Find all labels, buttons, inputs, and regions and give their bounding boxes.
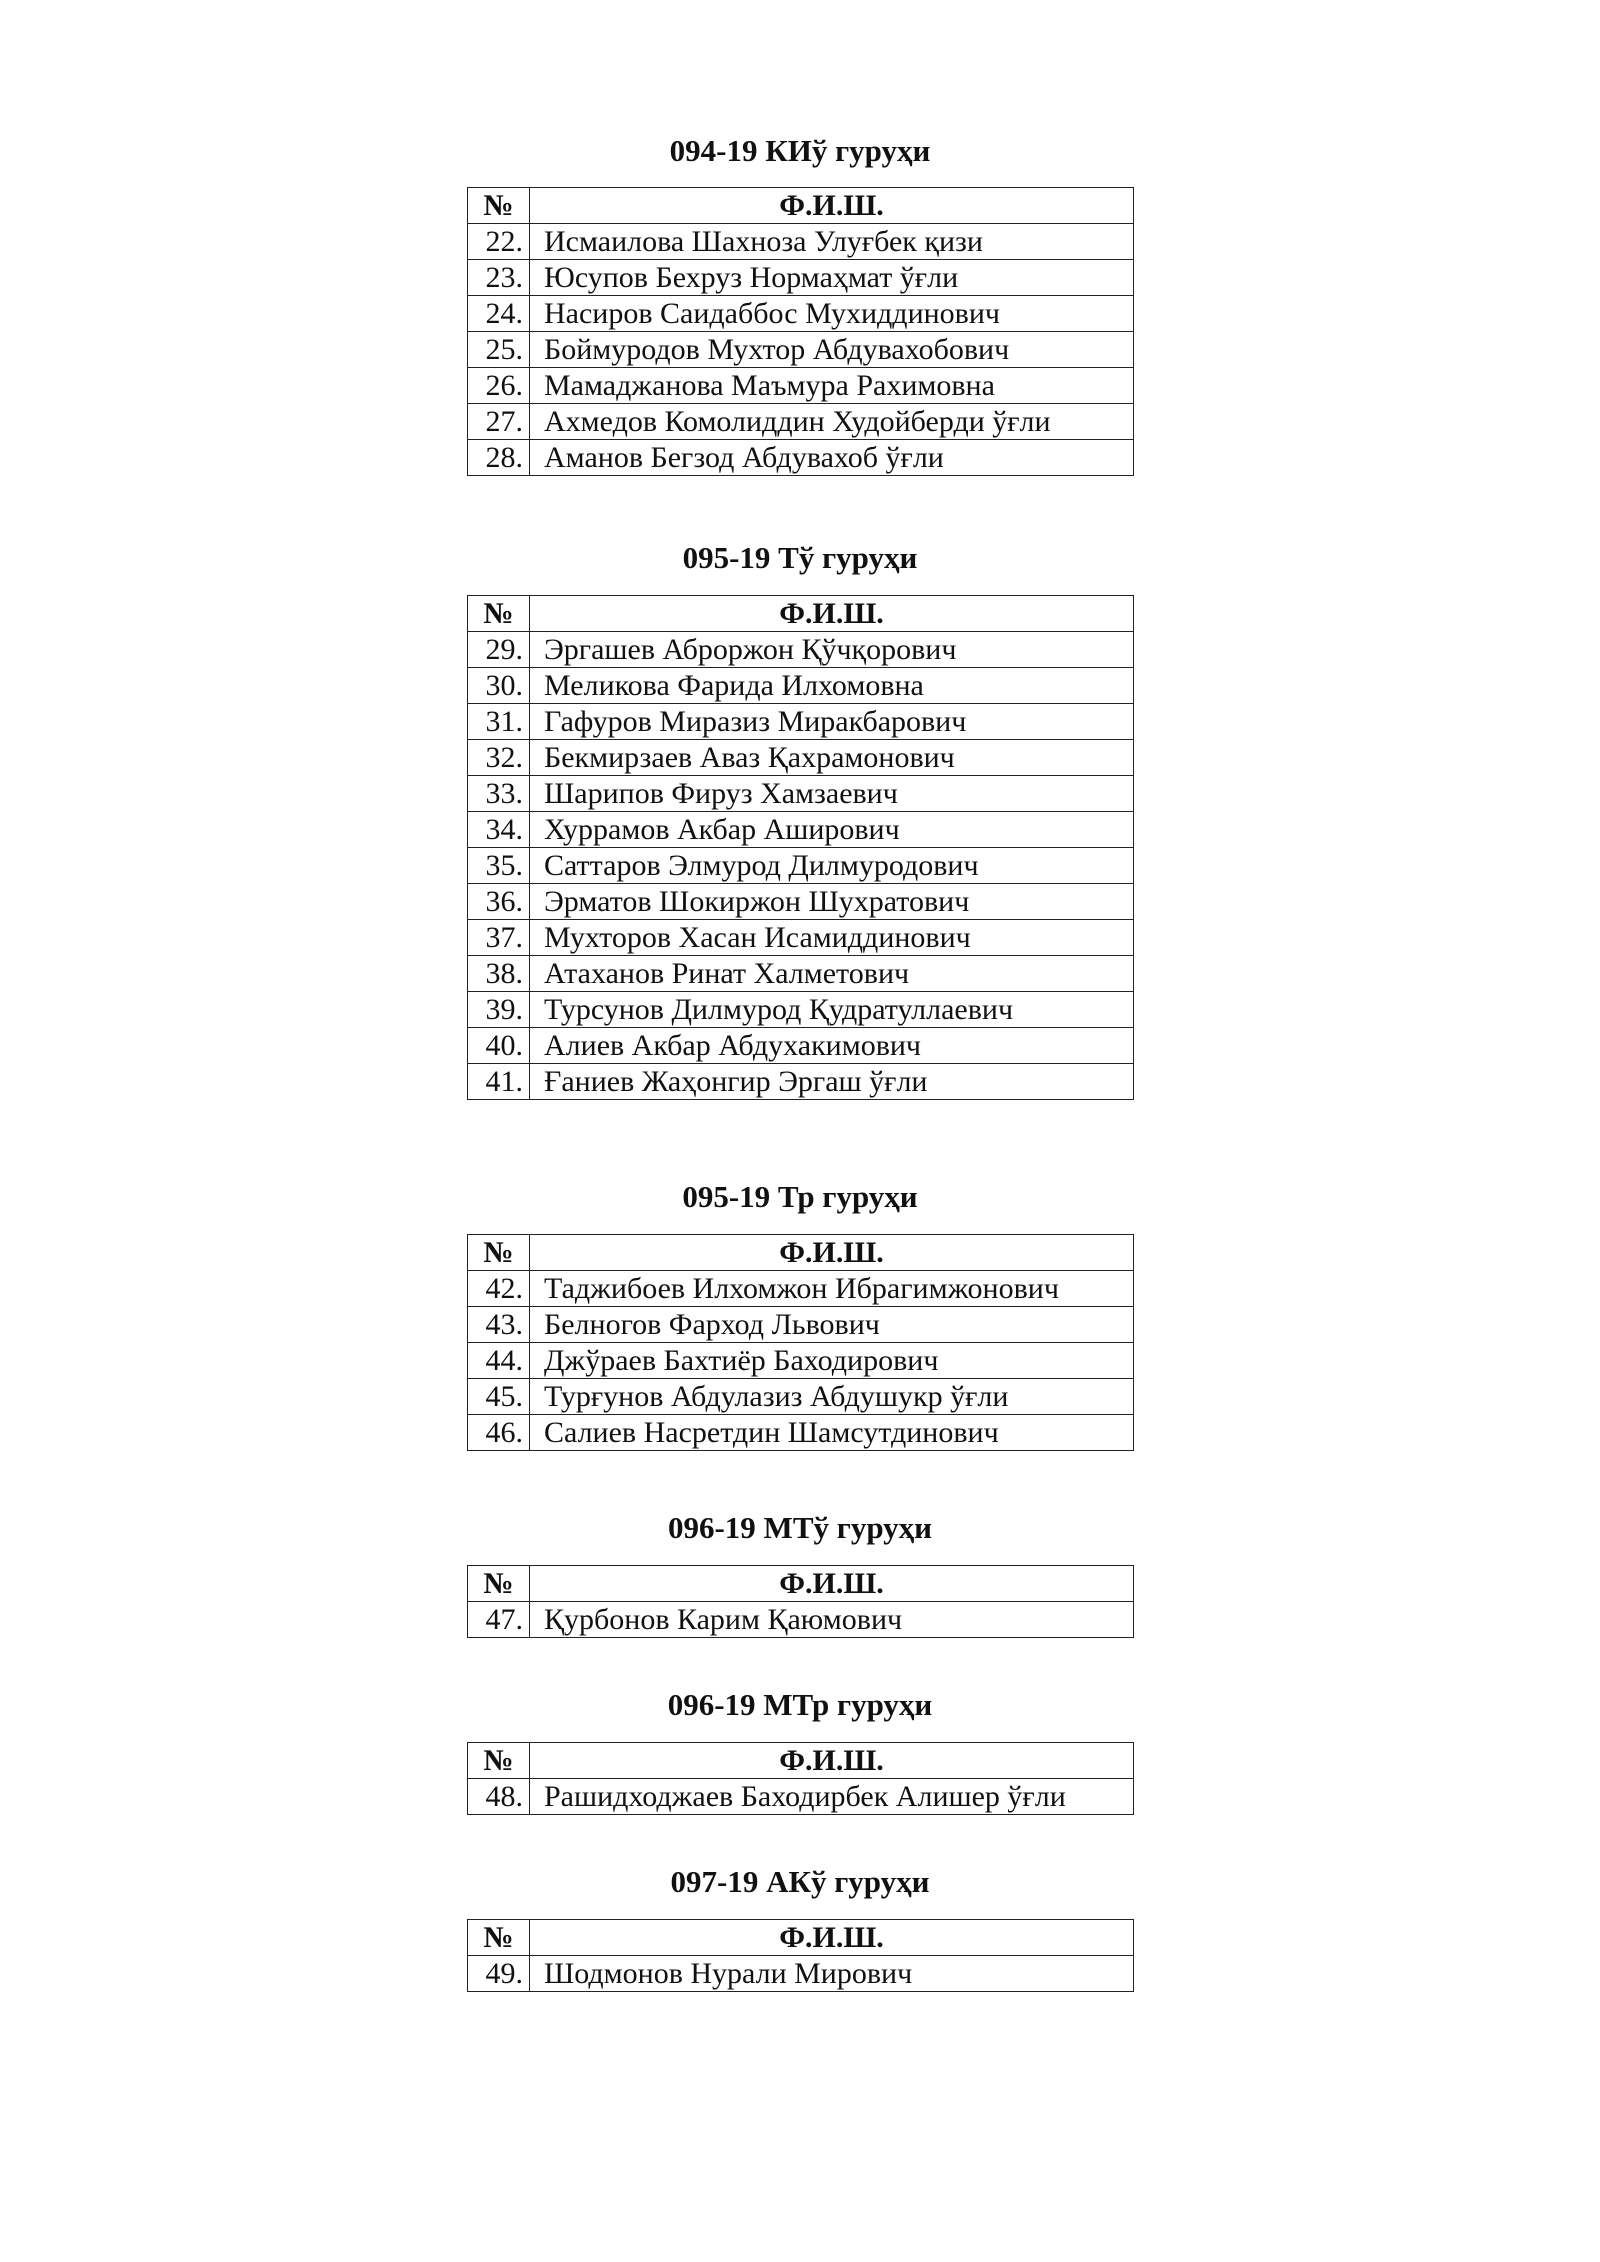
group-table-095-tr: [467, 1234, 1134, 1451]
group-table-096-mtr: [467, 1742, 1134, 1815]
student-name: Бекмирзаев Аваз Қахрамонович: [530, 740, 1134, 776]
column-header-name: Ф.И.Ш.: [530, 596, 1134, 632]
table-header-row: [468, 1235, 1134, 1271]
student-name: Ғаниев Жаҳонгир Эргаш ўғли: [530, 1064, 1134, 1100]
group-title-096-mtr: 096-19 МТр гуруҳи: [667, 1687, 933, 1722]
table-row: [468, 368, 1134, 404]
group-title-094-kiu: 094-19 КИў гуруҳи: [669, 133, 931, 168]
table-row: [468, 704, 1134, 740]
row-number: 43.: [468, 1307, 530, 1343]
column-header-number: №: [468, 1920, 530, 1956]
student-name: Ахмедов Комолиддин Худойберди ўғли: [530, 404, 1134, 440]
table-row: [468, 956, 1134, 992]
student-name: Саттаров Элмурод Дилмуродович: [530, 848, 1134, 884]
table-row: [468, 224, 1134, 260]
student-name: Джўраев Бахтиёр Баходирович: [530, 1343, 1134, 1379]
student-name: Гафуров Миразиз Миракбарович: [530, 704, 1134, 740]
student-name: Эргашев Аброржон Қўчқорович: [530, 632, 1134, 668]
student-name: Насиров Саидаббос Мухиддинович: [530, 296, 1134, 332]
student-name: Юсупов Бехруз Нормаҳмат ўғли: [530, 260, 1134, 296]
student-name: Шодмонов Нурали Мирович: [530, 1956, 1134, 1992]
student-name: Исмаилова Шахноза Улуғбек қизи: [530, 224, 1134, 260]
table-header-row: [468, 1743, 1134, 1779]
table-row: [468, 332, 1134, 368]
student-name: Шарипов Фируз Хамзаевич: [530, 776, 1134, 812]
student-name: Атаханов Ринат Халметович: [530, 956, 1134, 992]
column-header-number: №: [468, 1743, 530, 1779]
row-number: 28.: [468, 440, 530, 476]
table-row: [468, 296, 1134, 332]
group-table-096-mtu: [467, 1565, 1134, 1638]
row-number: 38.: [468, 956, 530, 992]
table-row: [468, 884, 1134, 920]
row-number: 23.: [468, 260, 530, 296]
group-title-095-tu: 095-19 Тў гуруҳи: [682, 540, 918, 575]
student-name: Турғунов Абдулазиз Абдушукр ўғли: [530, 1379, 1134, 1415]
column-header-name: Ф.И.Ш.: [530, 188, 1134, 224]
row-number: 26.: [468, 368, 530, 404]
row-number: 48.: [468, 1779, 530, 1815]
table-row: [468, 1271, 1134, 1307]
group-title-097-aku: 097-19 АКў гуруҳи: [670, 1864, 930, 1899]
table-row: [468, 1379, 1134, 1415]
column-header-number: №: [468, 1566, 530, 1602]
row-number: 25.: [468, 332, 530, 368]
row-number: 41.: [468, 1064, 530, 1100]
row-number: 46.: [468, 1415, 530, 1451]
student-name: Боймуродов Мухтор Абдувахобович: [530, 332, 1134, 368]
group-title-095-tr: 095-19 Тр гуруҳи: [682, 1179, 918, 1214]
table-row: [468, 632, 1134, 668]
row-number: 35.: [468, 848, 530, 884]
table-row: [468, 740, 1134, 776]
table-header-row: [468, 1920, 1134, 1956]
student-name: Турсунов Дилмурод Қудратуллаевич: [530, 992, 1134, 1028]
table-row: [468, 812, 1134, 848]
column-header-name: Ф.И.Ш.: [530, 1566, 1134, 1602]
table-row: [468, 1343, 1134, 1379]
column-header-name: Ф.И.Ш.: [530, 1743, 1134, 1779]
group-title-096-mtu: 096-19 МТў гуруҳи: [667, 1510, 933, 1545]
student-name: Эрматов Шокиржон Шухратович: [530, 884, 1134, 920]
student-name: Аманов Бегзод Абдувахоб ўғли: [530, 440, 1134, 476]
table-row: [468, 776, 1134, 812]
table-row: [468, 1415, 1134, 1451]
student-name: Салиев Насретдин Шамсутдинович: [530, 1415, 1134, 1451]
table-header-row: [468, 1566, 1134, 1602]
table-header-row: [468, 596, 1134, 632]
group-table-095-tu: [467, 595, 1134, 1100]
table-row: [468, 1602, 1134, 1638]
row-number: 22.: [468, 224, 530, 260]
table-row: [468, 1064, 1134, 1100]
row-number: 47.: [468, 1602, 530, 1638]
row-number: 40.: [468, 1028, 530, 1064]
row-number: 27.: [468, 404, 530, 440]
row-number: 31.: [468, 704, 530, 740]
column-header-name: Ф.И.Ш.: [530, 1235, 1134, 1271]
column-header-number: №: [468, 596, 530, 632]
group-table-097-aku: [467, 1919, 1134, 1992]
row-number: 36.: [468, 884, 530, 920]
row-number: 42.: [468, 1271, 530, 1307]
table-row: [468, 1779, 1134, 1815]
column-header-name: Ф.И.Ш.: [530, 1920, 1134, 1956]
student-name: Меликова Фарида Илхомовна: [530, 668, 1134, 704]
row-number: 44.: [468, 1343, 530, 1379]
student-name: Белногов Фарход Львович: [530, 1307, 1134, 1343]
row-number: 30.: [468, 668, 530, 704]
student-name: Алиев Акбар Абдухакимович: [530, 1028, 1134, 1064]
student-name: Рашидходжаев Баходирбек Алишер ўғли: [530, 1779, 1134, 1815]
table-header-row: [468, 188, 1134, 224]
row-number: 39.: [468, 992, 530, 1028]
student-name: Мамаджанова Маъмура Рахимовна: [530, 368, 1134, 404]
table-row: [468, 404, 1134, 440]
student-name: Хуррамов Акбар Аширович: [530, 812, 1134, 848]
student-name: Таджибоев Илхомжон Ибрагимжонович: [530, 1271, 1134, 1307]
table-row: [468, 260, 1134, 296]
row-number: 34.: [468, 812, 530, 848]
table-row: [468, 920, 1134, 956]
row-number: 24.: [468, 296, 530, 332]
column-header-number: №: [468, 1235, 530, 1271]
row-number: 45.: [468, 1379, 530, 1415]
group-table-094-kiu: [467, 187, 1134, 476]
row-number: 49.: [468, 1956, 530, 1992]
table-row: [468, 1956, 1134, 1992]
table-row: [468, 1028, 1134, 1064]
table-row: [468, 668, 1134, 704]
row-number: 32.: [468, 740, 530, 776]
row-number: 33.: [468, 776, 530, 812]
row-number: 37.: [468, 920, 530, 956]
student-name: Мухторов Хасан Исамиддинович: [530, 920, 1134, 956]
row-number: 29.: [468, 632, 530, 668]
table-row: [468, 1307, 1134, 1343]
table-row: [468, 440, 1134, 476]
table-row: [468, 848, 1134, 884]
table-row: [468, 992, 1134, 1028]
student-name: Қурбонов Карим Қаюмович: [530, 1602, 1134, 1638]
column-header-number: №: [468, 188, 530, 224]
